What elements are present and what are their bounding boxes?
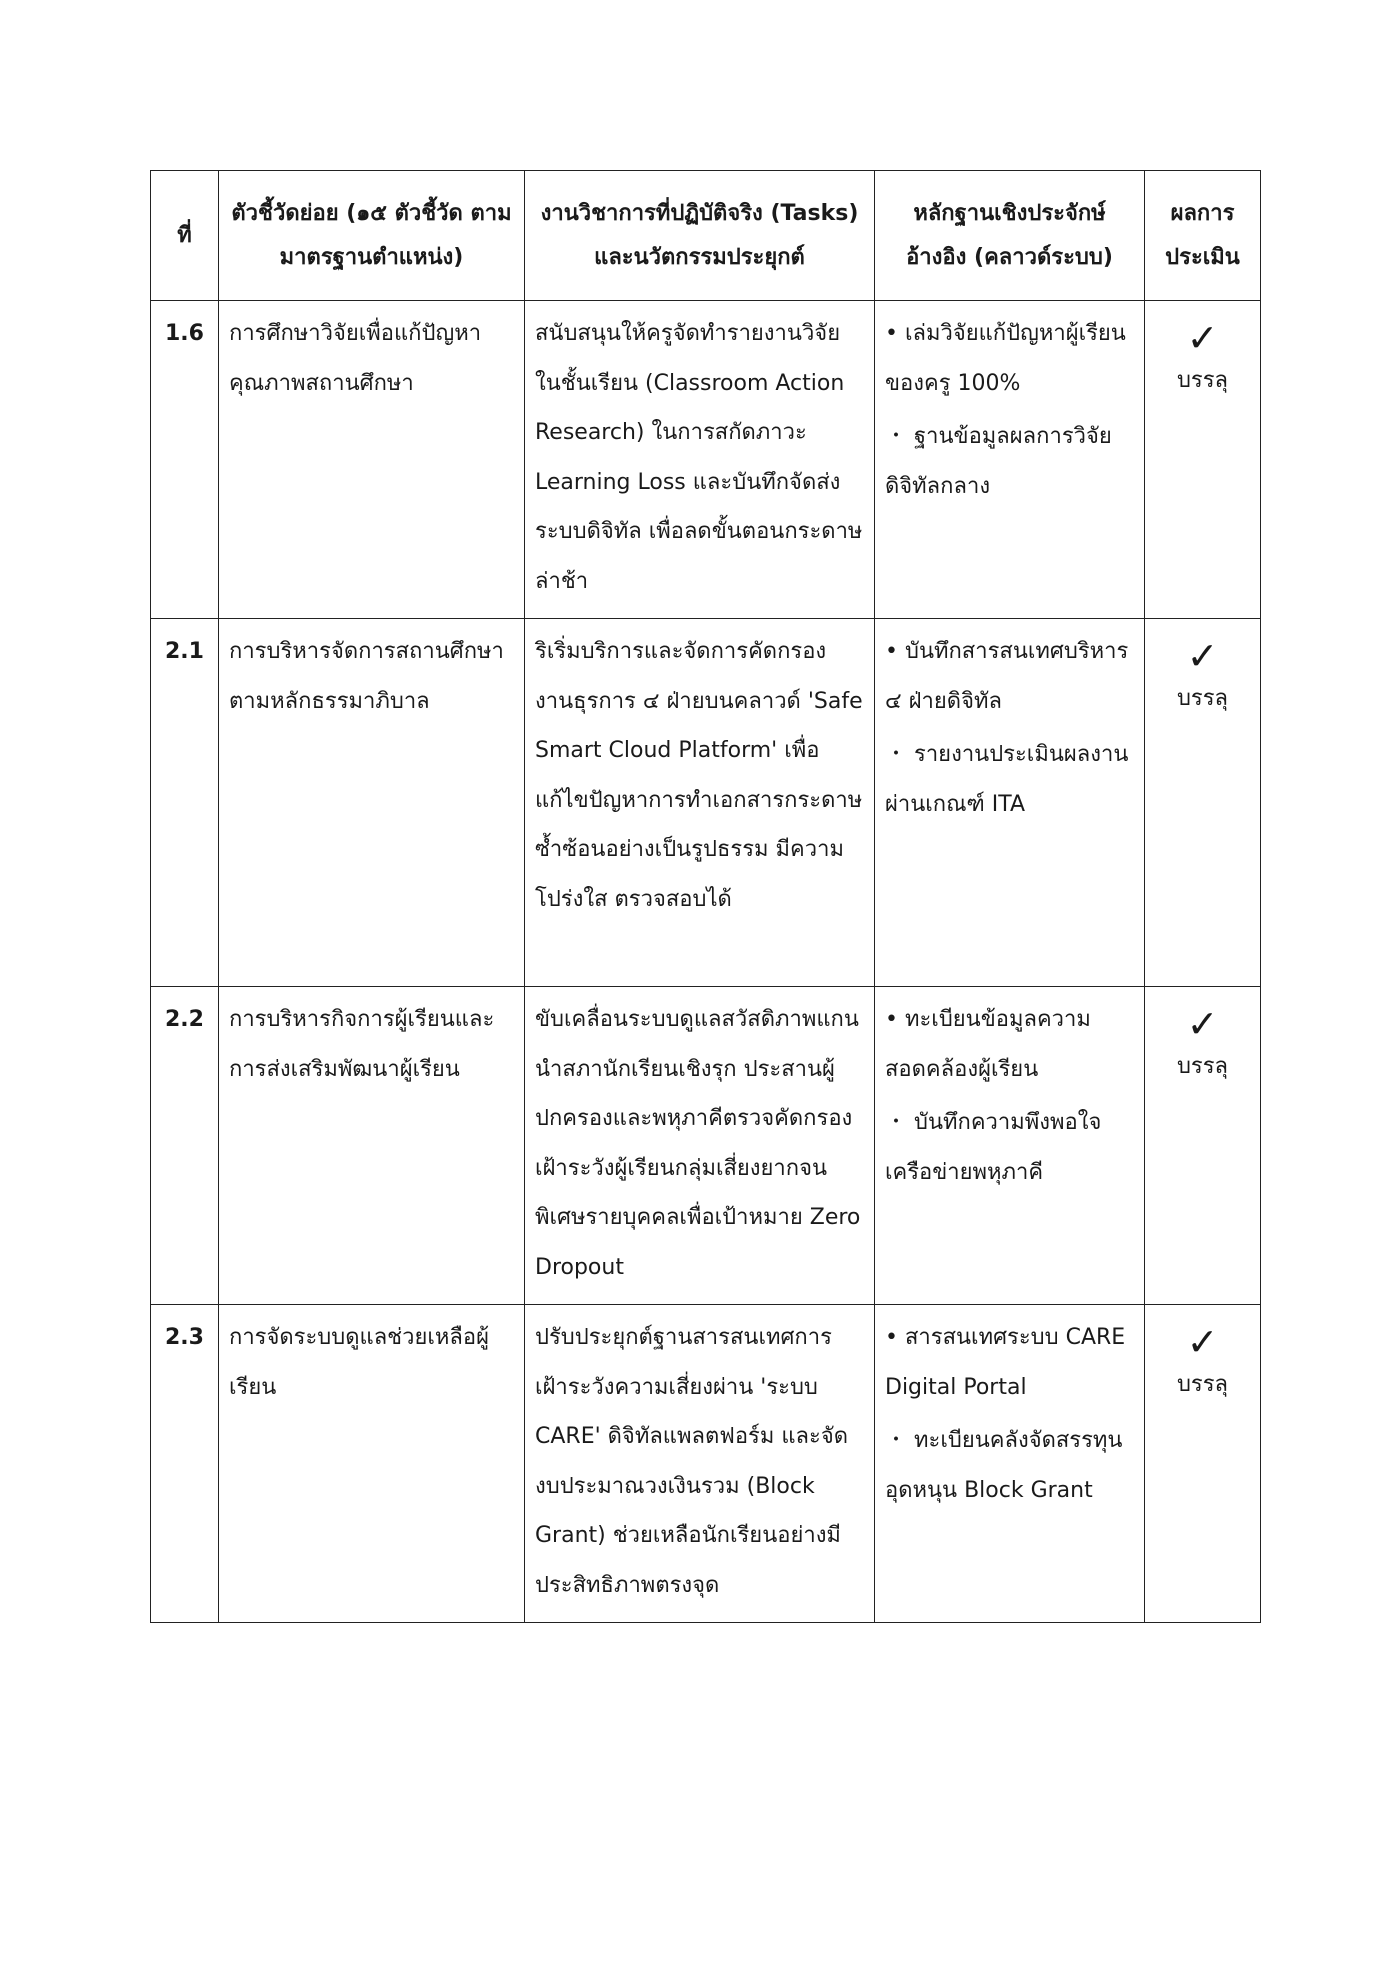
evidence-cell — [875, 987, 1145, 1305]
tasks-cell: ขับเคลื่อนระบบดูแลสวัสดิภาพแกนนำสภานักเรียนเชิงรุก ประสานผู้ปกครองและพหุภาคีตรวจคัดกรองเฝ้าระวังผู้เรียนกลุ่มเสี่ยงยากจนพิเศษรายบุคคลเพื่อเป้าหมาย Zero Dropout — [525, 987, 875, 1305]
evidence-text: รายงานประเมินผลงานผ่านเกณฑ์ ITA — [885, 742, 1129, 817]
table-header-row — [151, 171, 1261, 301]
tasks-cell: ริเริ่มบริการและจัดการคัดกรองงานธุรการ ๔ ฝ่ายบนคลาวด์ 'Safe Smart Cloud Platform' เพื่อแก้ไขปัญหาการทำเอกสารกระดาษซ้ำซ้อนอย่างเป็นรูปธรรม มีความโปร่งใส ตรวจสอบได้ — [525, 619, 875, 987]
evidence-text: บันทึกสารสนเทศบริหาร ๔ ฝ่ายดิจิทัล — [885, 639, 1129, 714]
evidence-cell — [875, 619, 1145, 987]
bullet-icon: ・ — [885, 1110, 908, 1135]
row-number: 2.2 — [151, 987, 219, 1305]
header-no: ที่ — [151, 171, 219, 301]
checkmark-icon: ✓ — [1186, 634, 1219, 678]
indicator-cell: การจัดระบบดูแลช่วยเหลือผู้เรียน — [219, 1305, 525, 1623]
result-cell — [1145, 987, 1261, 1305]
evidence-text: ทะเบียนข้อมูลความสอดคล้องผู้เรียน — [885, 1007, 1091, 1082]
evidence-item — [885, 627, 1134, 726]
bullet-icon: ・ — [885, 1428, 908, 1453]
result-label: บรรลุ — [1176, 368, 1229, 393]
result-label: บรรลุ — [1176, 1372, 1229, 1397]
header-tasks: งานวิชาการที่ปฏิบัติจริง (Tasks) และนวัตกรรมประยุกต์ — [525, 171, 875, 301]
evidence-item — [885, 730, 1134, 829]
bullet-icon: ・ — [885, 742, 908, 767]
tasks-cell: สนับสนุนให้ครูจัดทำรายงานวิจัยในชั้นเรียน (Classroom Action Research) ในการสกัดภาวะ Learning Loss และบันทึกจัดส่งระบบดิจิทัล เพื่อลดขั้นตอนกระดาษล่าช้า — [525, 301, 875, 619]
row-number: 1.6 — [151, 301, 219, 619]
evidence-text: ฐานข้อมูลผลการวิจัยดิจิทัลกลาง — [885, 424, 1112, 499]
result-label: บรรลุ — [1176, 686, 1229, 711]
evidence-item — [885, 1313, 1134, 1412]
indicator-cell: การบริหารจัดการสถานศึกษาตามหลักธรรมาภิบาล — [219, 619, 525, 987]
evidence-text: สารสนเทศระบบ CARE Digital Portal — [885, 1325, 1126, 1400]
evidence-text: ทะเบียนคลังจัดสรรทุนอุดหนุน Block Grant — [885, 1428, 1123, 1503]
result-label: บรรลุ — [1176, 1054, 1229, 1079]
evidence-item — [885, 309, 1134, 408]
evidence-cell — [875, 1305, 1145, 1623]
indicator-cell: การบริหารกิจการผู้เรียนและการส่งเสริมพัฒนาผู้เรียน — [219, 987, 525, 1305]
evidence-cell — [875, 301, 1145, 619]
row-number: 2.3 — [151, 1305, 219, 1623]
table-row — [151, 619, 1261, 987]
result-cell — [1145, 301, 1261, 619]
row-number: 2.1 — [151, 619, 219, 987]
evidence-item — [885, 995, 1134, 1094]
evidence-item — [885, 1098, 1134, 1197]
header-result: ผลการ ประเมิน — [1145, 171, 1261, 301]
result-cell — [1145, 619, 1261, 987]
header-indicator: ตัวชี้วัดย่อย (๑๕ ตัวชี้วัด ตามมาตรฐานตำแหน่ง) — [219, 171, 525, 301]
tasks-cell: ปรับประยุกต์ฐานสารสนเทศการเฝ้าระวังความเสี่ยงผ่าน 'ระบบ CARE' ดิจิทัลแพลตฟอร์ม และจัดงบประมาณวงเงินรวม (Block Grant) ช่วยเหลือนักเรียนอย่างมีประสิทธิภาพตรงจุด — [525, 1305, 875, 1623]
bullet-icon: • — [885, 1007, 898, 1032]
evaluation-table — [150, 170, 1261, 1623]
bullet-icon: • — [885, 321, 898, 346]
evidence-item — [885, 1416, 1134, 1515]
bullet-icon: • — [885, 1325, 898, 1350]
table-row — [151, 987, 1261, 1305]
checkmark-icon: ✓ — [1186, 1002, 1219, 1046]
checkmark-icon: ✓ — [1186, 1320, 1219, 1364]
evidence-text: บันทึกความพึงพอใจเครือข่ายพหุภาคี — [885, 1110, 1102, 1185]
checkmark-icon: ✓ — [1186, 316, 1219, 360]
bullet-icon: ・ — [885, 424, 908, 449]
evidence-text: เล่มวิจัยแก้ปัญหาผู้เรียนของครู 100% — [885, 321, 1126, 396]
result-cell — [1145, 1305, 1261, 1623]
indicator-cell: การศึกษาวิจัยเพื่อแก้ปัญหาคุณภาพสถานศึกษา — [219, 301, 525, 619]
table-row — [151, 1305, 1261, 1623]
header-evidence: หลักฐานเชิงประจักษ์ อ้างอิง (คลาวด์ระบบ) — [875, 171, 1145, 301]
table-row — [151, 301, 1261, 619]
evidence-item — [885, 412, 1134, 511]
bullet-icon: • — [885, 639, 898, 664]
